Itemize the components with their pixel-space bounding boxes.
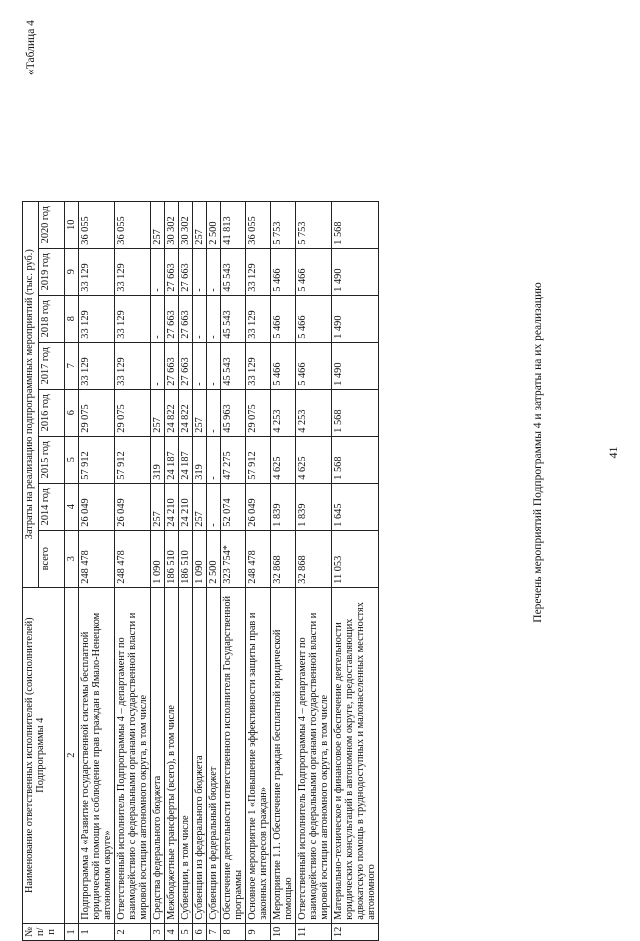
row-number: 3 (151, 923, 165, 940)
cost-cell: 27 663 (179, 295, 193, 342)
cost-cell: 5 753 (271, 201, 296, 248)
cost-cell: 1 090 (193, 530, 207, 587)
cost-cell: 45 963 (221, 389, 246, 436)
table-row (296, 201, 332, 940)
cost-cell: 257 (193, 201, 207, 248)
table-row (79, 201, 115, 940)
cost-cell: 186 510 (179, 530, 193, 587)
table-row (221, 201, 246, 940)
table-row (179, 201, 193, 940)
cost-cell: 45 543 (221, 248, 246, 295)
cost-cell: - (193, 295, 207, 342)
cost-cell: 45 543 (221, 295, 246, 342)
table-row (165, 201, 179, 940)
cost-cell: 36 055 (79, 201, 115, 248)
cost-cell: 4 253 (271, 389, 296, 436)
table-row (115, 201, 151, 940)
table-row (151, 201, 165, 940)
cost-cell: - (207, 483, 221, 530)
cost-cell: 33 129 (115, 295, 151, 342)
cost-cell: 5 466 (271, 248, 296, 295)
cost-cell: 57 912 (246, 436, 271, 483)
row-number: 12 (332, 923, 379, 940)
cost-cell: 1 839 (271, 483, 296, 530)
column-number: 6 (65, 389, 79, 436)
cost-cell: 248 478 (246, 530, 271, 587)
cost-cell: 29 075 (246, 389, 271, 436)
cost-cell: 24 187 (165, 436, 179, 483)
cost-cell: 41 813 (221, 201, 246, 248)
header-year-2018: 2018 год (39, 295, 65, 342)
row-name: Субвенции в федеральный бюджет (207, 587, 221, 923)
cost-cell: 33 129 (79, 342, 115, 389)
table-row (271, 201, 296, 940)
header-year-2019: 2019 год (39, 248, 65, 295)
header-name: Наименование ответственных исполнителей (соисполнителей) Подпрограммы 4 (23, 587, 65, 923)
cost-cell: 4 625 (296, 436, 332, 483)
cost-cell: 26 049 (115, 483, 151, 530)
row-name: Субвенции из федерального бюджета (193, 587, 207, 923)
row-name: Средства федерального бюджета (151, 587, 165, 923)
row-number: 9 (246, 923, 271, 940)
cost-cell: 186 510 (165, 530, 179, 587)
cost-cell: - (207, 436, 221, 483)
cost-cell: 32 868 (271, 530, 296, 587)
cost-cell: 5 466 (271, 342, 296, 389)
cost-cell: 319 (151, 436, 165, 483)
page-number: 41 (606, 446, 620, 459)
cost-cell: - (207, 248, 221, 295)
header-no: № п/п (23, 923, 65, 940)
cost-cell: 257 (151, 389, 165, 436)
column-number: 5 (65, 436, 79, 483)
row-name: Субвенции, в том числе (179, 587, 193, 923)
expenses-table (22, 201, 379, 941)
cost-cell: - (151, 248, 165, 295)
cost-cell: 36 055 (246, 201, 271, 248)
cost-cell: 52 074 (221, 483, 246, 530)
cost-cell: 5 466 (271, 295, 296, 342)
cost-cell: 257 (193, 483, 207, 530)
cost-cell: 27 663 (165, 248, 179, 295)
cost-cell: - (207, 389, 221, 436)
cost-cell: - (207, 342, 221, 389)
cost-cell: - (207, 295, 221, 342)
cost-cell: 47 275 (221, 436, 246, 483)
cost-cell: 26 049 (79, 483, 115, 530)
row-name: Мероприятие 1.1. Обеспечение граждан бесплатной юридической помощью (271, 587, 296, 923)
row-name: Межбюджетные трансферты (всего), в том числе (165, 587, 179, 923)
cost-cell: 24 187 (179, 436, 193, 483)
row-name: Основное мероприятие 1 «Повышение эффективности защиты прав и законных интересов граждан» (246, 587, 271, 923)
column-number: 1 (65, 923, 79, 940)
row-number: 10 (271, 923, 296, 940)
cost-cell: 45 543 (221, 342, 246, 389)
column-number: 3 (65, 530, 79, 587)
cost-cell: 257 (151, 201, 165, 248)
cost-cell: 24 822 (179, 389, 193, 436)
cost-cell: 11 053 (332, 530, 379, 587)
table-title: Перечень мероприятий Подпрограммы 4 и затраты на их реализацию (532, 282, 544, 623)
cost-cell: 26 049 (246, 483, 271, 530)
header-year-2016: 2016 год (39, 389, 65, 436)
cost-cell: 4 253 (296, 389, 332, 436)
row-name: Ответственный исполнитель Подпрограммы 4 – департамент по взаимодействию с федеральными органами государственной власти и мировой юстиции автономного округа, в том числе (115, 587, 151, 923)
cost-cell: 1 490 (332, 342, 379, 389)
header-year-2015: 2015 год (39, 436, 65, 483)
cost-cell: 5 466 (296, 295, 332, 342)
header-year-2014: 2014 год (39, 483, 65, 530)
table-caption: «Таблица 4 (25, 20, 37, 75)
cost-cell: 323 754* (221, 530, 246, 587)
cost-cell: 1 568 (332, 201, 379, 248)
cost-cell: 1 490 (332, 248, 379, 295)
cost-cell: 5 466 (296, 248, 332, 295)
cost-cell: 27 663 (165, 295, 179, 342)
column-number: 8 (65, 295, 79, 342)
row-number: 7 (207, 923, 221, 940)
cost-cell: 57 912 (115, 436, 151, 483)
header-costs: Затраты на реализацию подпрограммных мероприятий (тыс. руб.) (23, 201, 39, 587)
cost-cell: 1 839 (296, 483, 332, 530)
row-number: 5 (179, 923, 193, 940)
cost-cell: 248 478 (115, 530, 151, 587)
row-name: Обеспечение деятельности ответственного исполнителя Государственной программы (221, 587, 246, 923)
cost-cell: 1 568 (332, 389, 379, 436)
cost-cell: 36 055 (115, 201, 151, 248)
cost-cell: 32 868 (296, 530, 332, 587)
column-number: 2 (65, 587, 79, 923)
cost-cell: 33 129 (246, 342, 271, 389)
header-year-2017: 2017 год (39, 342, 65, 389)
cost-cell: 1 568 (332, 436, 379, 483)
column-number: 10 (65, 201, 79, 248)
row-number: 6 (193, 923, 207, 940)
cost-cell: 27 663 (179, 248, 193, 295)
header-total: всего (39, 530, 65, 587)
cost-cell: 2 500 (207, 201, 221, 248)
table-row (332, 201, 379, 940)
cost-cell: 248 478 (79, 530, 115, 587)
table-row (207, 201, 221, 940)
table-row (246, 201, 271, 940)
cost-cell: 33 129 (246, 248, 271, 295)
row-number: 2 (115, 923, 151, 940)
cost-cell: 30 302 (179, 201, 193, 248)
cost-cell: 319 (193, 436, 207, 483)
cost-cell: 29 075 (79, 389, 115, 436)
cost-cell: 24 210 (179, 483, 193, 530)
row-name: Подпрограмма 4 «Развитие государственной системы бесплатной юридической помощи и соблюдение прав граждан в Ямало-Ненецком автономном округе» (79, 587, 115, 923)
row-name: Ответственный исполнитель Подпрограммы 4 – департамент по взаимодействию с федеральными органами государственной власти и мировой юстиции автономного округа, в том числе (296, 587, 332, 923)
cost-cell: 1 645 (332, 483, 379, 530)
row-number: 11 (296, 923, 332, 940)
cost-cell: 5 753 (296, 201, 332, 248)
column-number: 4 (65, 483, 79, 530)
header-year-2020: 2020 год (39, 201, 65, 248)
cost-cell: 27 663 (165, 342, 179, 389)
cost-cell: 24 822 (165, 389, 179, 436)
cost-cell: 33 129 (115, 342, 151, 389)
cost-cell: 4 625 (271, 436, 296, 483)
row-number: 8 (221, 923, 246, 940)
table-row (193, 201, 207, 940)
cost-cell: 33 129 (79, 248, 115, 295)
column-number: 9 (65, 248, 79, 295)
row-name: Материально-техническое и финансовое обеспечение деятельности юридических консультаций в автономном округе, предоставляющих адвокатскую помощь в труднодоступных и малонаселенных местностях автономного (332, 587, 379, 923)
cost-cell: 24 210 (165, 483, 179, 530)
cost-cell: 27 663 (179, 342, 193, 389)
row-number: 1 (79, 923, 115, 940)
cost-cell: 257 (151, 483, 165, 530)
cost-cell: 1 090 (151, 530, 165, 587)
cost-cell: - (193, 248, 207, 295)
column-number: 7 (65, 342, 79, 389)
row-number: 4 (165, 923, 179, 940)
cost-cell: 33 129 (79, 295, 115, 342)
cost-cell: 2 500 (207, 530, 221, 587)
cost-cell: 33 129 (246, 295, 271, 342)
cost-cell: - (151, 342, 165, 389)
cost-cell: 29 075 (115, 389, 151, 436)
cost-cell: 33 129 (115, 248, 151, 295)
cost-cell: 1 490 (332, 295, 379, 342)
cost-cell: 30 302 (165, 201, 179, 248)
cost-cell: 57 912 (79, 436, 115, 483)
cost-cell: - (151, 295, 165, 342)
cost-cell: 5 466 (296, 342, 332, 389)
cost-cell: 257 (193, 389, 207, 436)
cost-cell: - (193, 342, 207, 389)
